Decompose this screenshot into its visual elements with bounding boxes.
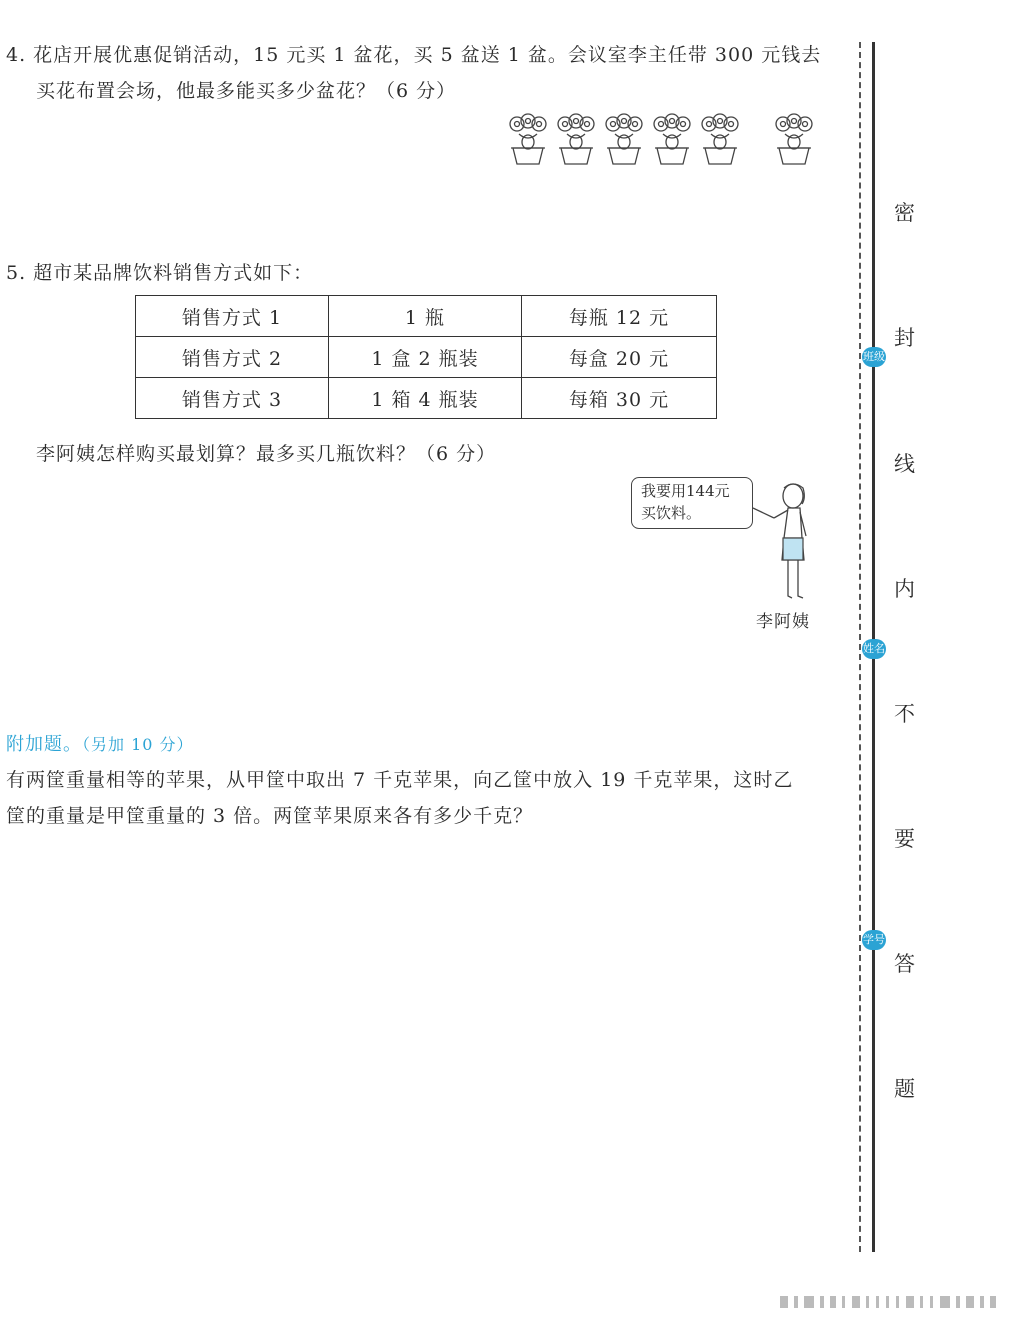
seal-char: 答 xyxy=(894,952,915,976)
person-name-label: 李阿姨 xyxy=(756,612,810,632)
table-cell: 每箱 30 元 xyxy=(522,378,717,419)
bubble-line1: 我要用144元 xyxy=(641,482,730,500)
q4-line2: 买花布置会场，他最多能买多少盆花？（6 分） xyxy=(36,80,457,102)
table-row xyxy=(136,337,717,378)
table-cell: 销售方式 1 xyxy=(136,296,329,337)
flower-pot-icon xyxy=(649,112,695,168)
speech-bubble xyxy=(631,477,753,529)
seal-dashed-line xyxy=(859,42,861,1252)
flower-pots-illustration xyxy=(505,112,825,172)
seal-char: 不 xyxy=(894,702,915,726)
seal-char: 要 xyxy=(894,827,915,851)
sales-method-table xyxy=(135,295,717,419)
bonus-heading xyxy=(6,730,194,756)
bubble-line2: 买饮料。 xyxy=(641,504,702,522)
table-cell: 每盒 20 元 xyxy=(522,337,717,378)
woman-figure-icon xyxy=(748,478,820,608)
seal-mark-badge: 学号 xyxy=(862,930,886,950)
table-cell: 销售方式 3 xyxy=(136,378,329,419)
seal-mark-badge: 姓名 xyxy=(862,639,886,659)
bonus-title: 附加题。 xyxy=(6,734,82,755)
seal-char: 内 xyxy=(894,577,915,601)
seal-char: 封 xyxy=(894,326,915,350)
table-row xyxy=(136,378,717,419)
q5-question: 李阿姨怎样购买最划算？最多买几瓶饮料？（6 分） xyxy=(36,443,497,465)
flower-pot-icon xyxy=(505,112,551,168)
footer-ornament xyxy=(780,1294,1000,1310)
flower-pot-icon xyxy=(601,112,647,168)
table-cell: 销售方式 2 xyxy=(136,337,329,378)
flower-pot-icon xyxy=(553,112,599,168)
table-cell: 1 盒 2 瓶装 xyxy=(329,337,522,378)
table-cell: 1 瓶 xyxy=(329,296,522,337)
flower-pot-icon xyxy=(697,112,743,168)
seal-char: 密 xyxy=(894,201,915,225)
q5-intro: 5. 超市某品牌饮料销售方式如下： xyxy=(6,262,314,284)
table-cell: 1 箱 4 瓶装 xyxy=(329,378,522,419)
flower-pot-icon xyxy=(771,112,817,168)
table-row xyxy=(136,296,717,337)
seal-mark-badge: 班级 xyxy=(862,347,886,367)
seal-char: 线 xyxy=(894,452,915,476)
q4-line1: 4. 花店开展优惠促销活动，15 元买 1 盆花，买 5 盆送 1 盆。会议室李主任带 300 元钱去 xyxy=(6,44,822,66)
bonus-line1: 有两筐重量相等的苹果，从甲筐中取出 7 千克苹果，向乙筐中放入 19 千克苹果，这时乙 xyxy=(6,769,794,791)
bonus-line2: 筐的重量是甲筐重量的 3 倍。两筐苹果原来各有多少千克？ xyxy=(6,805,534,827)
table-cell: 每瓶 12 元 xyxy=(522,296,717,337)
seal-char: 题 xyxy=(894,1077,915,1101)
bonus-points: （另加 10 分） xyxy=(82,735,194,754)
